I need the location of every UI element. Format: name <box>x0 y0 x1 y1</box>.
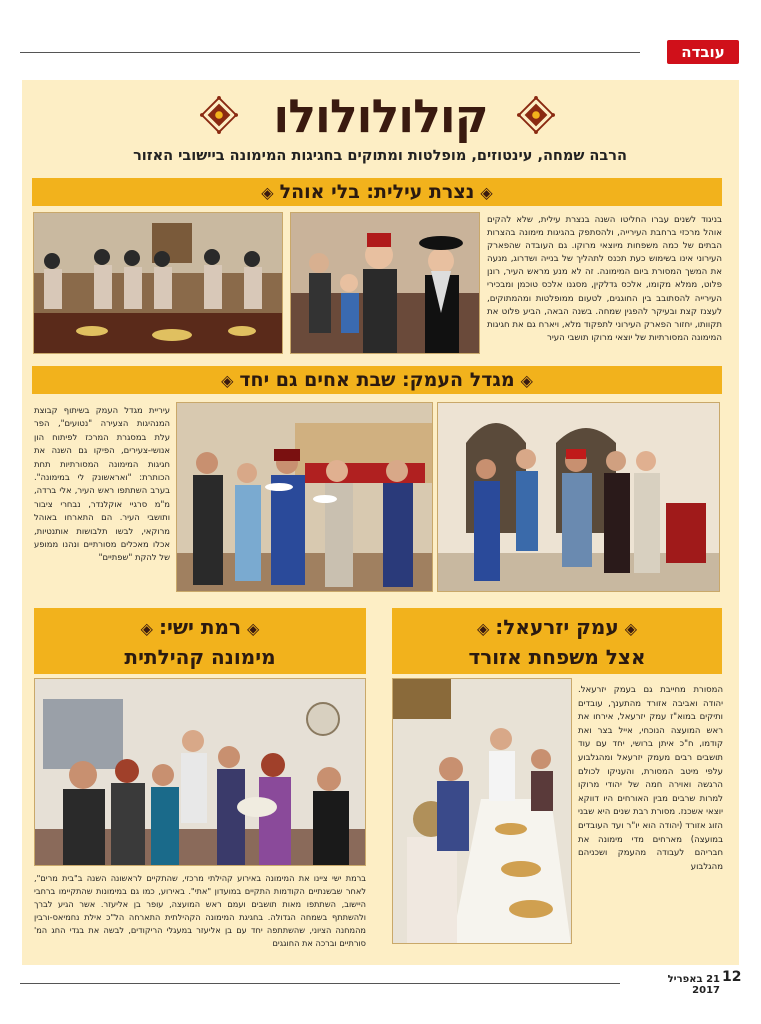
issue-date: 21 באפריל 2017 <box>667 974 720 996</box>
photo-migdal-dancing <box>437 402 720 592</box>
section-heading-line2: אצל משפחת אזורד <box>468 645 646 669</box>
diamond-icon: ◈ <box>261 183 274 202</box>
photo-rabbi-mayor <box>290 212 480 354</box>
photo-migdal-tent <box>176 402 433 592</box>
publication-logo: עובדה <box>667 40 739 64</box>
section-text-migdal: עיריית מגדל העמק בשיתוף קבוצת המנהיגות הצעירה "נטועים", הפר עלת במסגרת המרכז לפיתוח הון אנושי-צעירים, הפיקו גם השנה את חגיגות המימונה המסורתיות תחת הכותרת: "ואראשונק לי במימונה". בערב השתתפו ראש העיר, אלי ברדה, מ"מ סרגיי אוקלנדר, נבחרי ציבור ותושבי העיר. הם התארחו באוהל מרוקאי, לבשו תלבושות אותנטיות, אכלו מאכלים מסורתיים ונהנו ממופע של להקת "שפתיים" <box>34 405 170 563</box>
section-heading-line1: רמת ישי: <box>158 615 242 639</box>
page-number: 12 <box>722 969 742 985</box>
section-text-ramat-yishai: ברמת ישי ציינו את המימונה באירוע קהילתי מרכזי, שהתקיים לראשונה השנה ב"בית מרים", לאחר שבשנתיים הקודמות התקיים במועדון "אתי". באירוע, כמו גם במימונות שהתקיימו ברחבי היישוב, השתתפו מאות תושבים ועמם ראש המועצה, עופר בן אליעזר. אשר הגיע לברך ולהשתתף בשמחה הגדולה. בחגיגת המימונה הקהילתית התארחה הל"כ אילת נחמיאס-ורבין מהמחנה הציוני, שהשתתפה יחד עם בן אליעזר במעגלי הריקודים, לבשה את בגדי החג המ' סורתיים וברכה את החוגגים <box>34 873 366 948</box>
section-heading-emek-yizrael <box>392 608 722 674</box>
section-heading-line2: מימונה קהילתית <box>124 645 276 669</box>
section-heading-nazareth <box>32 178 722 206</box>
photo-group-table <box>33 212 283 354</box>
bottom-rule <box>20 983 620 984</box>
section-heading-migdal <box>32 366 722 394</box>
section-text-nazareth: בניגוד לשנים עברו החליטו השנה בנצרת עילית, שלא להקים אוהל מרכזי ברחבת העירייה, ולהסתפק בהגיגות מימונה בהצרות הבתים של כמה משפחות מיוצאי מרוקו. גם העובדה שהפארק העירוני אינו בשימוש כעת תכנס לתהליך של בנייה ושדרוג, מנעה את המשך המסורת ביום המימונה. זה לא מנע מראש העיר, רונן פלוט, ממלא מקומו, אלכס גדלקין, מסגנו אלכס טוכמן ומבכירי העירייה להסתובב בין החוגגים, לטעום ממופלטות ומהמתוקים, לעצנז קצת ובעיקר להפגין שמחה. בשנה הבאה, הביע פלוט את תקוותו, יחזור הפארק העירוני לתפקוד מלא, ויארח גם את חגיגות המימונה המסורתיות של יוצאי מרוקו תושבי העיר <box>487 215 722 343</box>
section-heading-text: מגדל העמק: שבת אחים גם יחד <box>239 369 515 391</box>
diamond-icon: ◈ <box>480 183 493 202</box>
diamond-icon: ◈ <box>520 371 533 390</box>
article-title: קולולולולו <box>273 89 488 143</box>
section-heading-line1: עמק יזרעאל: <box>495 615 619 639</box>
section-text-emek-yizrael: המסורת מחייבת גם בעמק יזרעאל. יהודה ואביבה אזורד מהתענך, עובדים ותיקים במוא"ז עמק יזרעאל, אירחו את ראש המועצה הנוכחי, אייל בצר ואת קודמו, ח"כ איתן ברושי, יחד עם עוד תושבים רבים מעמק יזרעאל ומהגלבוע עלפי מיטב המסורת, והעניקו לכולם הרגשה ואוירה חמה של יהודי מרוקו למרות שרבים מבין האורחים היו דווקא יוצאי אשכנז. מסורת רבת שנים היא שבני הזוג אזורד (יהודה הוא יו"ר ועד העובדים במועצה) מארחים מדי מימונה את חבריהם לעבודה מהעמק ושכניהם מהגלבוע <box>578 685 723 872</box>
section-heading-ramat-yishai <box>34 608 366 674</box>
diamond-icon: ◈ <box>140 619 153 638</box>
photo-ramat-yishai <box>34 678 366 866</box>
photo-emek-yizrael-table <box>392 678 572 944</box>
diamond-icon: ◈ <box>624 619 638 638</box>
top-rule <box>20 52 640 53</box>
article-subtitle: הרבה שמחה, עינטוזים, מופלטות ומתוקים בחגיגות המימונה ביישובי האזור <box>133 148 627 164</box>
diamond-icon: ◈ <box>247 619 260 638</box>
diamond-icon: ◈ <box>221 371 234 390</box>
diamond-icon: ◈ <box>476 619 490 638</box>
section-heading-text: נצרת עילית: בלי אוהל <box>279 181 475 203</box>
